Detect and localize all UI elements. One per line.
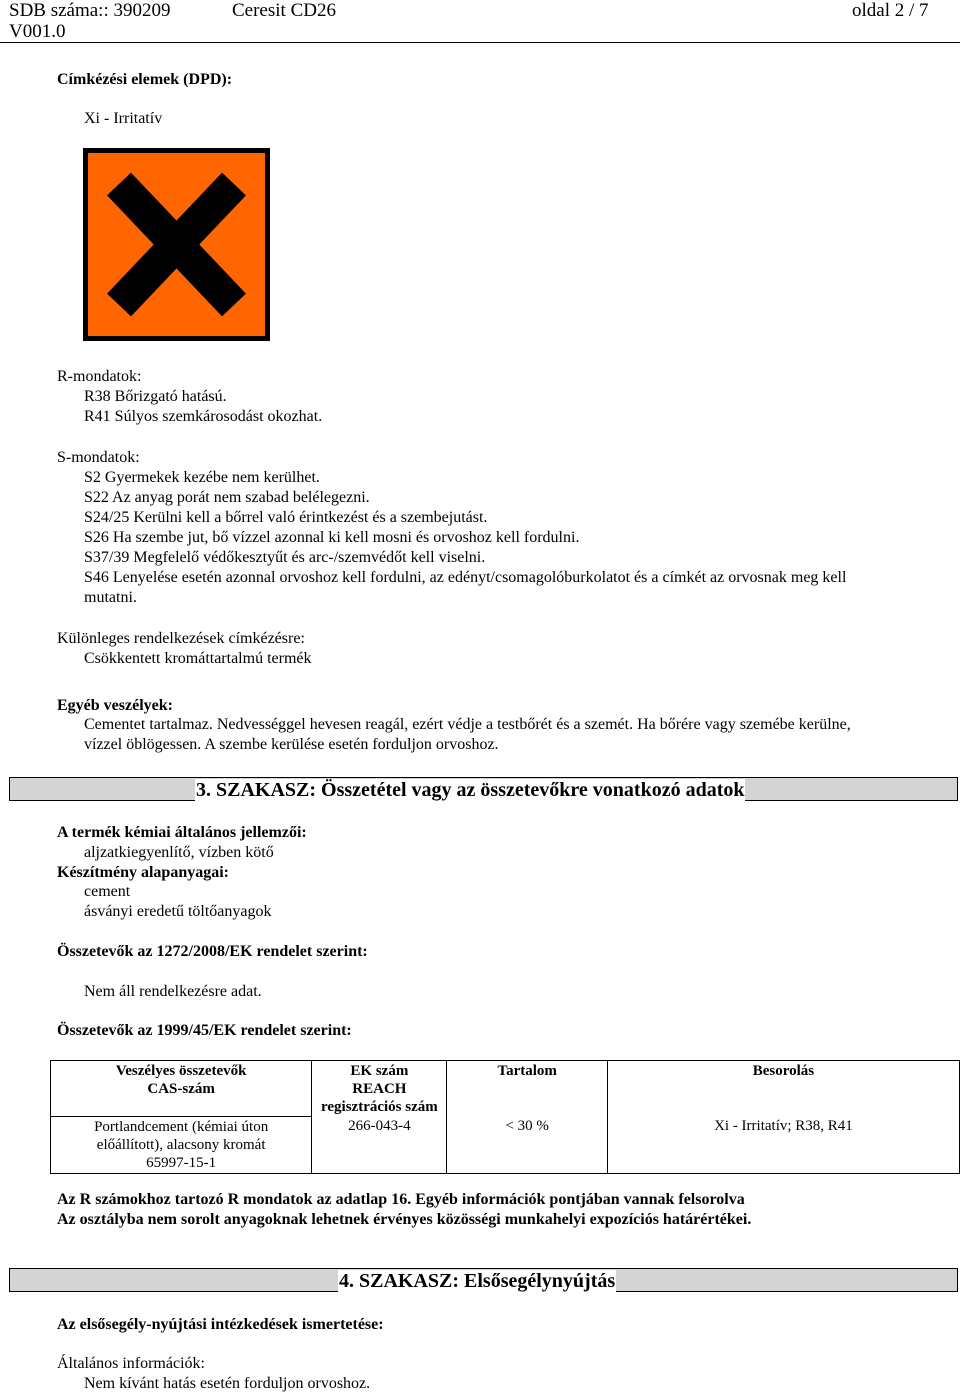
general-info-text: Nem kívánt hatás esetén forduljon orvoshoz. bbox=[84, 1375, 371, 1392]
header-ec-number: EK szám REACH regisztrációs szám bbox=[312, 1061, 447, 1117]
table-row bbox=[51, 1116, 960, 1173]
symbol-label: Xi - Irritatív bbox=[84, 110, 163, 127]
base-material-item: ásványi eredetű töltőanyagok bbox=[84, 903, 272, 920]
base-material-item: cement bbox=[84, 883, 131, 900]
s-phrase: S22 Az anyag porát nem szabad belélegezni. bbox=[84, 489, 370, 506]
reg1999-heading: Összetevők az 1999/45/EK rendelet szerint: bbox=[57, 1022, 352, 1039]
header-classification: Besorolás bbox=[607, 1061, 959, 1117]
header-content: Tartalom bbox=[447, 1061, 607, 1117]
table-header-row bbox=[51, 1061, 960, 1117]
s-phrase: S37/39 Megfelelő védőkesztyűt és arc-/szemvédőt kell viselni. bbox=[84, 549, 486, 566]
special-provisions-heading: Különleges rendelkezések címkézésre: bbox=[57, 630, 305, 647]
product-name: Ceresit CD26 bbox=[232, 0, 336, 21]
r-phrase: R41 Súlyos szemkárosodást okozhat. bbox=[84, 408, 323, 425]
r-numbers-note: Az R számokhoz tartozó R mondatok az adatlap 16. Egyéb információk pontjában vannak felsorolva bbox=[57, 1191, 745, 1208]
base-materials-heading: Készítmény alapanyagai: bbox=[57, 864, 229, 881]
cell-content: < 30 % bbox=[447, 1116, 607, 1173]
cell-classification: Xi - Irritatív; R38, R41 bbox=[607, 1116, 959, 1173]
s-phrase: S26 Ha szembe jut, bő vízzel azonnal ki kell mosni és orvoshoz kell fordulni. bbox=[84, 529, 580, 546]
general-characteristics-text: aljzatkiegyenlítő, vízben kötő bbox=[84, 844, 274, 861]
other-hazards-text: Cementet tartalmaz. Nedvességgel hevesen reagál, ezért védje a testbőrét és a szemét. Ha bőrére vagy szemébe kerülne, bbox=[84, 716, 851, 733]
general-characteristics-heading: A termék kémiai általános jellemzői: bbox=[57, 824, 307, 841]
page-number: oldal 2 / 7 bbox=[852, 0, 929, 21]
labeling-title: Címkézési elemek (DPD): bbox=[57, 71, 233, 88]
first-aid-measures-heading: Az elsősegély-nyújtási intézkedések ismertetése: bbox=[57, 1316, 384, 1333]
section-4-title: 4. SZAKASZ: Elsősegélynyújtás bbox=[339, 1270, 616, 1292]
header-hazardous-components: Veszélyes összetevők CAS-szám bbox=[51, 1061, 312, 1117]
r-phrases-heading: R-mondatok: bbox=[57, 368, 142, 385]
other-hazards-heading: Egyéb veszélyek: bbox=[57, 697, 173, 714]
section-3-bar bbox=[9, 777, 958, 801]
reg1272-heading: Összetevők az 1272/2008/EK rendelet szerint: bbox=[57, 943, 368, 960]
sdb-number: SDB száma:: 390209 bbox=[9, 0, 171, 21]
exposure-limits-note: Az osztályba nem sorolt anyagoknak lehetnek érvényes közösségi munkahelyi expozíciós határértékei. bbox=[57, 1211, 752, 1228]
section-3-title: 3. SZAKASZ: Összetétel vagy az összetevőkre vonatkozó adatok bbox=[196, 779, 745, 801]
s-phrase: S2 Gyermekek kezébe nem kerülhet. bbox=[84, 469, 320, 486]
s-phrases-heading: S-mondatok: bbox=[57, 449, 140, 466]
s-phrase: S46 Lenyelése esetén azonnal orvoshoz kell fordulni, az edényt/csomagolóburkolatot és a címkét az orvosnak meg kell bbox=[84, 569, 847, 586]
other-hazards-text: vízzel öblögessen. A szembe kerülése esetén forduljon orvoshoz. bbox=[84, 736, 499, 753]
cell-component: Portlandcement (kémiai úton előállított), alacsony kromát 65997-15-1 bbox=[51, 1116, 312, 1173]
cell-ec-number: 266-043-4 bbox=[312, 1116, 447, 1173]
s-phrase: S24/25 Kerülni kell a bőrrel való érintkezést és a szembejutást. bbox=[84, 509, 488, 526]
section-4-bar bbox=[9, 1268, 958, 1292]
general-info-heading: Általános információk: bbox=[57, 1355, 205, 1372]
r-phrase: R38 Bőrizgató hatású. bbox=[84, 388, 227, 405]
irritant-hazard-icon bbox=[83, 148, 270, 341]
special-provisions-text: Csökkentett kromáttartalmú termék bbox=[84, 650, 312, 667]
header-rule bbox=[0, 42, 960, 43]
ingredients-table bbox=[50, 1060, 960, 1174]
s-phrase: mutatni. bbox=[84, 589, 137, 606]
reg1272-text: Nem áll rendelkezésre adat. bbox=[84, 983, 262, 1000]
version: V001.0 bbox=[9, 21, 66, 42]
